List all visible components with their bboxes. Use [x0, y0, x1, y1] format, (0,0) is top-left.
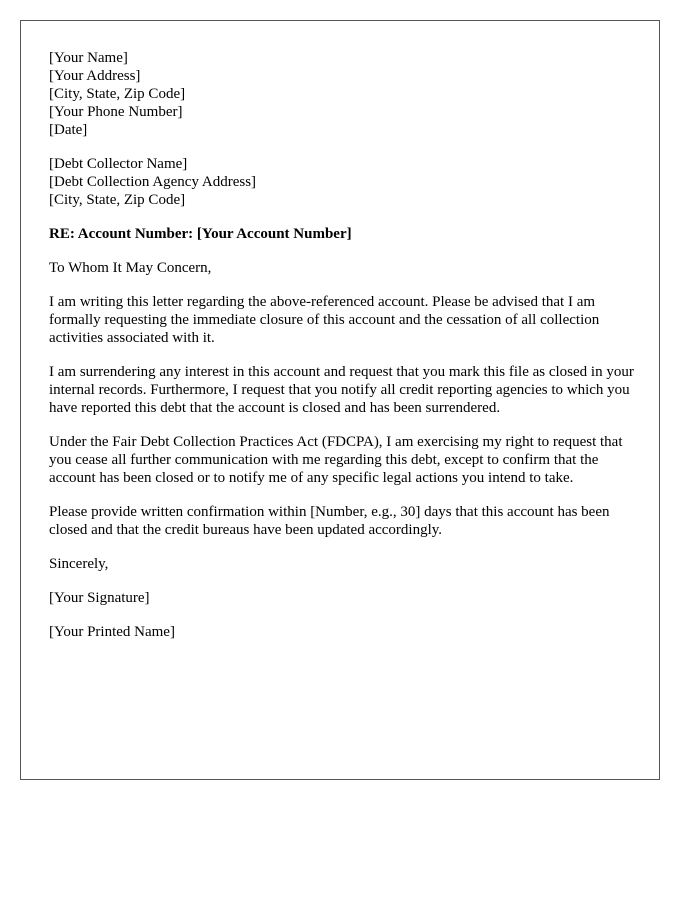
- sender-phone: [Your Phone Number]: [49, 104, 183, 120]
- signature: [Your Signature]: [49, 590, 150, 606]
- re-line: RE: Account Number: [Your Account Number]: [49, 226, 352, 242]
- closing: Sincerely,: [49, 556, 109, 572]
- letter-body: [49, 49, 639, 657]
- paragraph-confirmation: Please provide written confirmation within [Number, e.g., 30] days that this account has been closed and that the credit bureaus have been updated accordingly.: [49, 504, 610, 538]
- recipient-city-state-zip: [City, State, Zip Code]: [49, 192, 186, 208]
- sender-city-state-zip: [City, State, Zip Code]: [49, 86, 186, 102]
- recipient-address: [Debt Collection Agency Address]: [49, 174, 257, 190]
- recipient-name: [Debt Collector Name]: [49, 156, 188, 172]
- letter-date: [Date]: [49, 122, 88, 138]
- letter-page: [20, 20, 660, 780]
- recipient-block: [49, 155, 639, 209]
- paragraph-surrender: I am surrendering any interest in this account and request that you mark this file as closed in your internal records. Furthermore, I request that you notify all credit reporting agencies to which you have reported this debt that the account is closed and has been surrendered.: [49, 364, 634, 416]
- salutation: To Whom It May Concern,: [49, 260, 212, 276]
- printed-name: [Your Printed Name]: [49, 624, 175, 640]
- sender-block: [49, 49, 639, 139]
- paragraph-closure-request: I am writing this letter regarding the above-referenced account. Please be advised that I am formally requesting the immediate closure of this account and the cessation of all collection activities associated with it.: [49, 294, 600, 346]
- sender-name: [Your Name]: [49, 50, 128, 66]
- sender-address: [Your Address]: [49, 68, 141, 84]
- paragraph-fdcpa: Under the Fair Debt Collection Practices Act (FDCPA), I am exercising my right to request that you cease all further communication with me regarding this debt, except to confirm that the account has been closed or to notify me of any specific legal actions you intend to take.: [49, 434, 623, 486]
